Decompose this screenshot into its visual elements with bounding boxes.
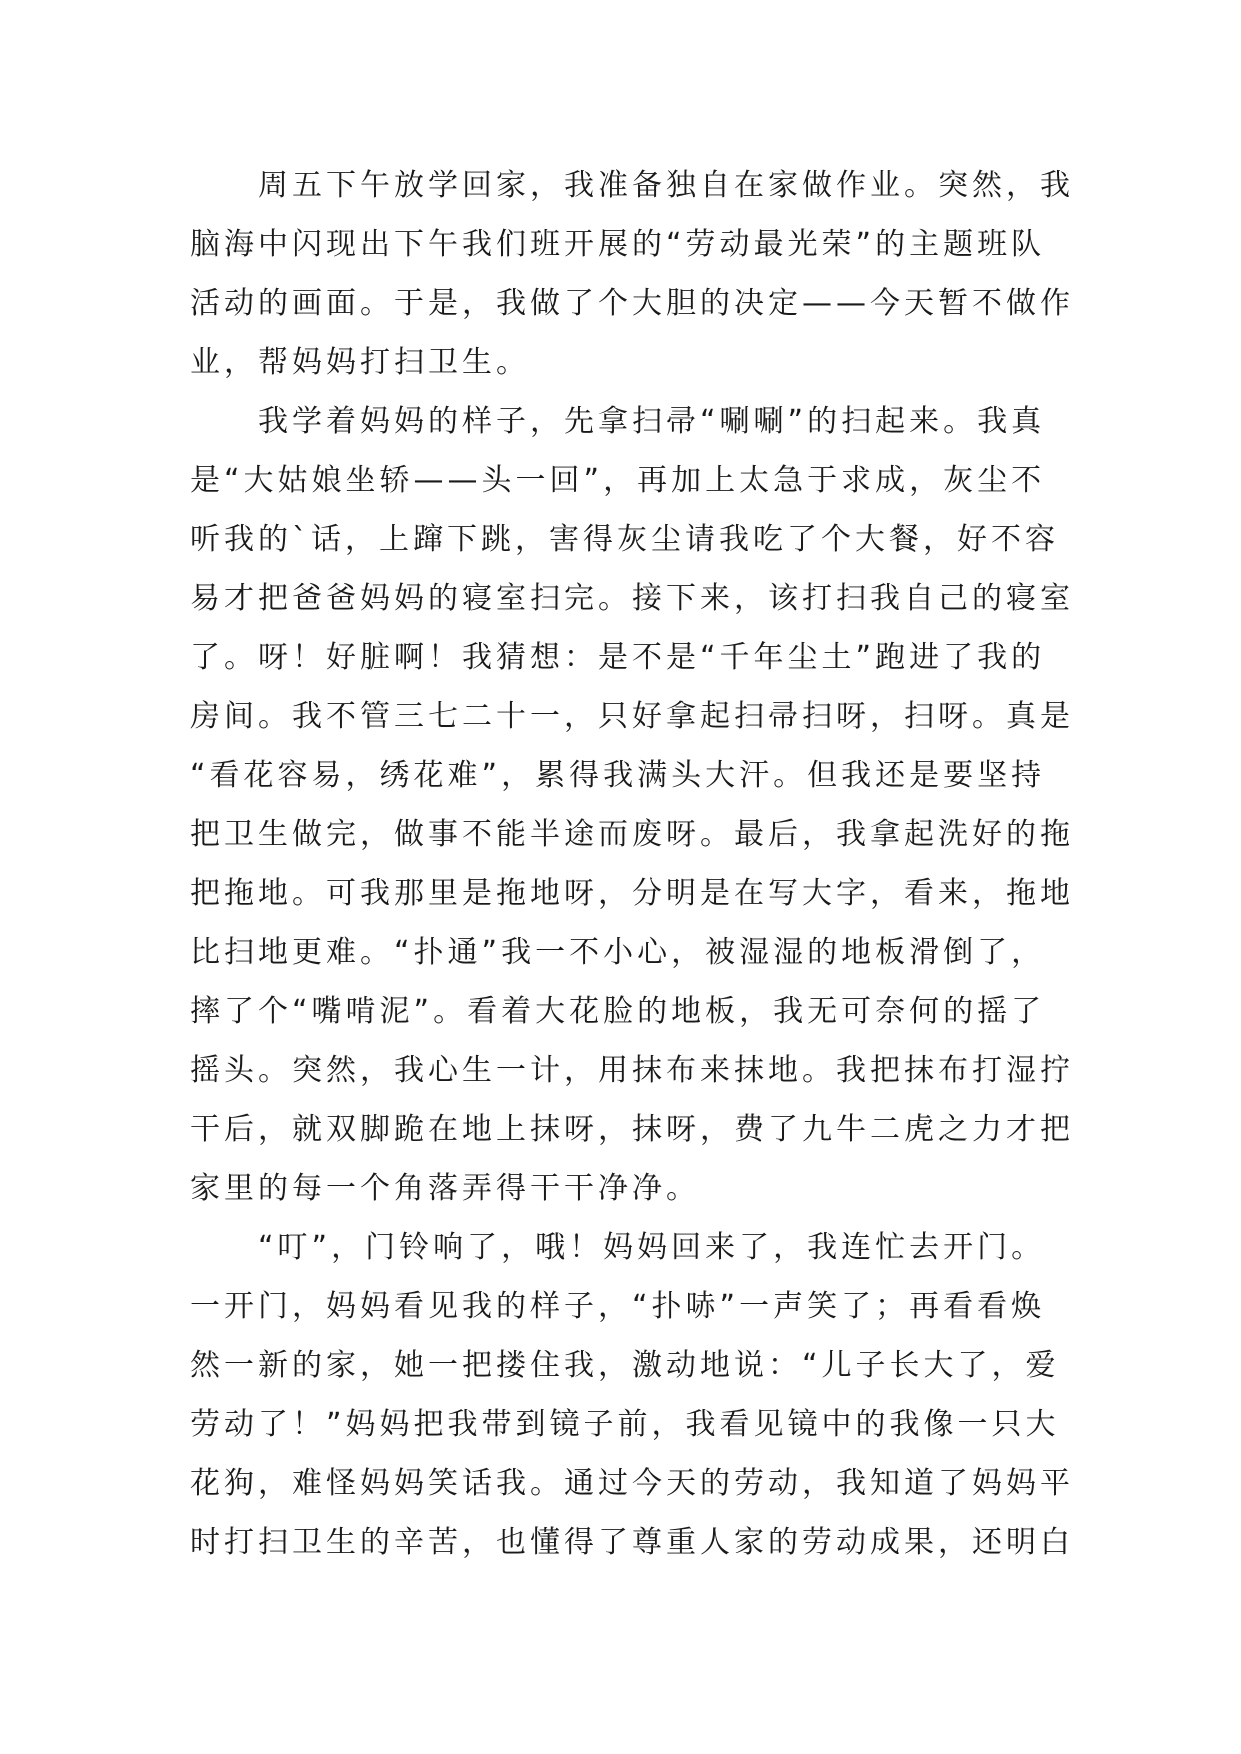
paragraph-3-line-3: 然一新的家，她一把搂住我，激动地说：“儿子长大了，爱 xyxy=(190,1348,1060,1383)
paragraph-2-line-3: 听我的`话，上蹿下跳，害得灰尘请我吃了个大餐，好不容 xyxy=(190,522,1059,557)
paragraph-2-line-6: 房间。我不管三七二十一，只好拿起扫帚扫呀，扫呀。真是 xyxy=(190,699,1074,734)
paragraph-2-line-10: 比扫地更难。“扑通”我一不小心，被湿湿的地板滑倒了， xyxy=(190,935,1046,970)
paragraph-3-line-1: “叮”，门铃响了，哦！妈妈回来了，我连忙去开门。 xyxy=(258,1230,1046,1265)
paragraph-3-line-5: 花狗，难怪妈妈笑话我。通过今天的劳动，我知道了妈妈平 xyxy=(190,1466,1074,1501)
paragraph-1-line-2: 脑海中闪现出下午我们班开展的“劳动最光荣”的主题班队 xyxy=(190,227,1046,262)
paragraph-2-line-5: 了。呀！好脏啊！我猜想：是不是“千年尘土”跑进了我的 xyxy=(190,640,1046,675)
paragraph-2-line-14: 家里的每一个角落弄得干干净净。 xyxy=(190,1171,700,1206)
paragraph-2-line-13: 干后，就双脚跪在地上抹呀，抹呀，费了九牛二虎之力才把 xyxy=(190,1112,1074,1147)
paragraph-2-line-9: 把拖地。可我那里是拖地呀，分明是在写大字，看来，拖地 xyxy=(190,876,1074,911)
paragraph-2-line-11: 摔了个“嘴啃泥”。看着大花脸的地板，我无可奈何的摇了 xyxy=(190,994,1046,1029)
paragraph-2-line-2: 是“大姑娘坐轿——头一回”，再加上太急于求成，灰尘不 xyxy=(190,463,1046,498)
paragraph-2-line-7: “看花容易，绣花难”，累得我满头大汗。但我还是要坚持 xyxy=(190,758,1046,793)
paragraph-3-line-6: 时打扫卫生的辛苦，也懂得了尊重人家的劳动成果，还明白 xyxy=(190,1525,1074,1560)
paragraph-2-line-4: 易才把爸爸妈妈的寝室扫完。接下来，该打扫我自己的寝室 xyxy=(190,581,1074,616)
paragraph-3-line-2: 一开门，妈妈看见我的样子，“扑哧”一声笑了；再看看焕 xyxy=(190,1289,1046,1324)
paragraph-1-line-3: 活动的画面。于是，我做了个大胆的决定——今天暂不做作 xyxy=(190,286,1074,321)
paragraph-2-line-8: 把卫生做完，做事不能半途而废呀。最后，我拿起洗好的拖 xyxy=(190,817,1074,852)
paragraph-1-line-1: 周五下午放学回家，我准备独自在家做作业。突然，我 xyxy=(258,168,1074,203)
paragraph-2-line-1: 我学着妈妈的样子，先拿扫帚“唰唰”的扫起来。我真 xyxy=(258,404,1046,439)
paragraph-1-line-4: 业，帮妈妈打扫卫生。 xyxy=(190,345,530,380)
paragraph-2-line-12: 摇头。突然，我心生一计，用抹布来抹地。我把抹布打湿拧 xyxy=(190,1053,1074,1088)
paragraph-3-line-4: 劳动了！”妈妈把我带到镜子前，我看见镜中的我像一只大 xyxy=(190,1407,1060,1442)
document-body xyxy=(190,156,1074,1572)
